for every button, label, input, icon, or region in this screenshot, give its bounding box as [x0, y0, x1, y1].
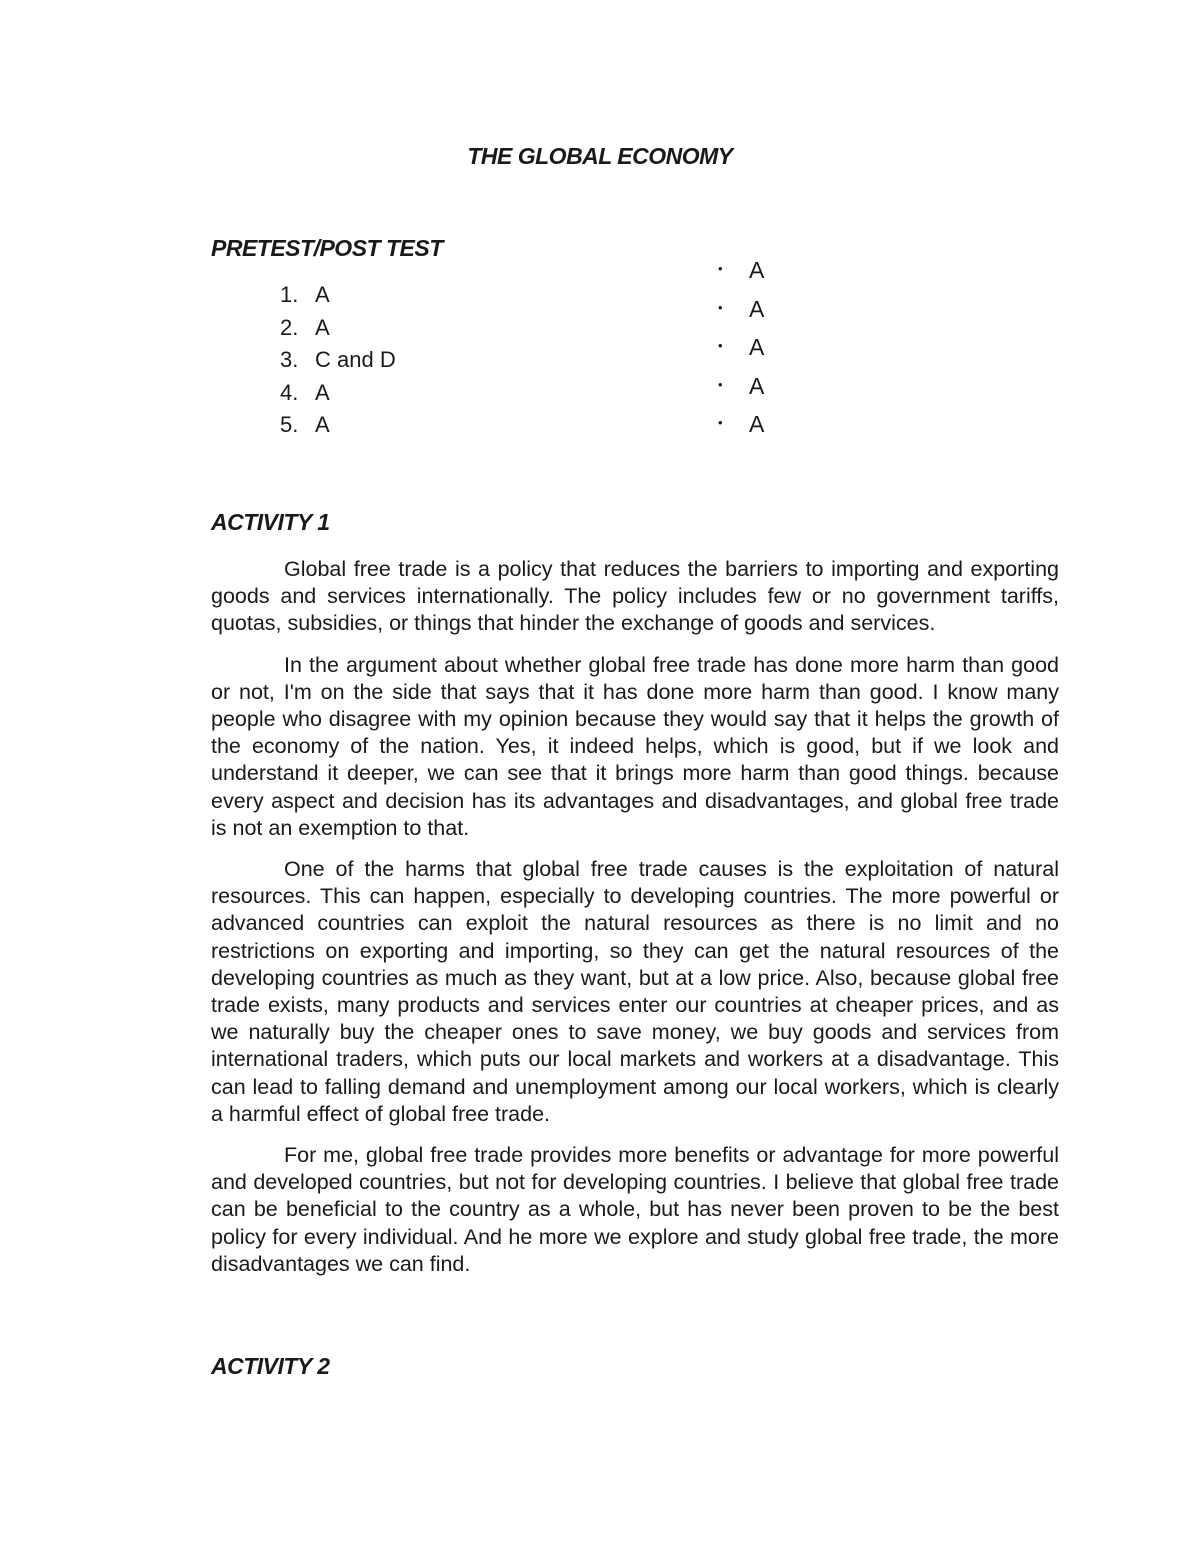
bullet-value: A — [749, 295, 765, 322]
bullet-item — [718, 332, 764, 371]
answer-value: A — [315, 379, 330, 405]
document-title: THE GLOBAL ECONOMY — [467, 143, 733, 169]
bullet-dot-icon: • — [718, 338, 723, 353]
bullet-item — [718, 409, 764, 448]
bullet-item — [718, 294, 764, 333]
bullet-dot-icon: • — [718, 376, 723, 392]
answer-value: A — [315, 314, 330, 340]
activity1-heading: ACTIVITY 1 — [211, 509, 330, 535]
numbered-answer-list — [280, 281, 396, 444]
answer-item — [280, 281, 396, 314]
activity1-paragraph: Global free trade is a policy that reduces the barriers to importing and exporting goods and services internationally. The policy includes few or no government tariffs, quotas, subsidies, or things that hinder the exchange of goods and services. — [211, 557, 1059, 636]
answer-value: A — [315, 412, 330, 437]
activity1-paragraph: In the argument about whether global free trade has done more harm than good or not, I'm on the side that says that it has done more harm than good. I know many people who disagree with my opinion because they would say that it helps the growth of the economy of the nation. Yes, it indeed helps, which is good, but if we look and understand it deeper, we can see that it brings more harm than good things. because every aspect and decision has its advantages and disadvantages, and global free trade is not an exemption to that. — [211, 652, 1059, 840]
answer-item — [280, 346, 396, 379]
answer-value: C and D — [315, 347, 396, 372]
answer-number: 2. — [280, 314, 299, 340]
bullet-value: A — [749, 372, 765, 399]
answer-number: 4. — [280, 379, 299, 405]
activity1-paragraph: For me, global free trade provides more benefits or advantage for more powerful and developed countries, but not for developing countries. I believe that global free trade can be beneficial to the country as a whole, but has never been proven to be the best policy for every individual. And he more we explore and study global free trade, the more disadvantages we can find. — [211, 1143, 1059, 1276]
bullet-item — [718, 371, 764, 410]
answer-item — [280, 314, 396, 347]
answer-item — [280, 379, 396, 412]
activity1-body — [211, 556, 1059, 1292]
pretest-heading: PRETEST/POST TEST — [211, 235, 443, 261]
answer-number: 3. — [280, 347, 299, 372]
bullet-value: A — [749, 257, 765, 283]
answer-number: 5. — [280, 412, 299, 437]
answer-number: 1. — [280, 282, 299, 307]
answer-value: A — [315, 282, 330, 307]
bullet-dot-icon: • — [718, 261, 723, 276]
activity1-paragraph: One of the harms that global free trade causes is the exploitation of natural resources. This can happen, especially to developing countries. The more powerful or advanced countries can exploit the natural resources as there is no limit and no restrictions on exporting and importing, so they can get the natural resources of the developing countries as much as they want, but at a low price. Also, because global free trade exists, many products and services enter our countries at cheaper prices, and as we naturally buy the cheaper ones to save money, we buy goods and services from international traders, which puts our local markets and workers at a disadvantage. This can lead to falling demand and unemployment among our local workers, which is clearly a harmful effect of global free trade. — [211, 857, 1059, 1126]
bullet-dot-icon: • — [718, 299, 723, 315]
bullet-value: A — [749, 334, 765, 360]
bullet-dot-icon: • — [718, 415, 723, 430]
bullet-answer-list — [718, 255, 764, 448]
activity2-heading: ACTIVITY 2 — [211, 1353, 330, 1379]
bullet-item — [718, 255, 764, 294]
answer-item — [280, 411, 396, 444]
bullet-value: A — [749, 411, 765, 437]
